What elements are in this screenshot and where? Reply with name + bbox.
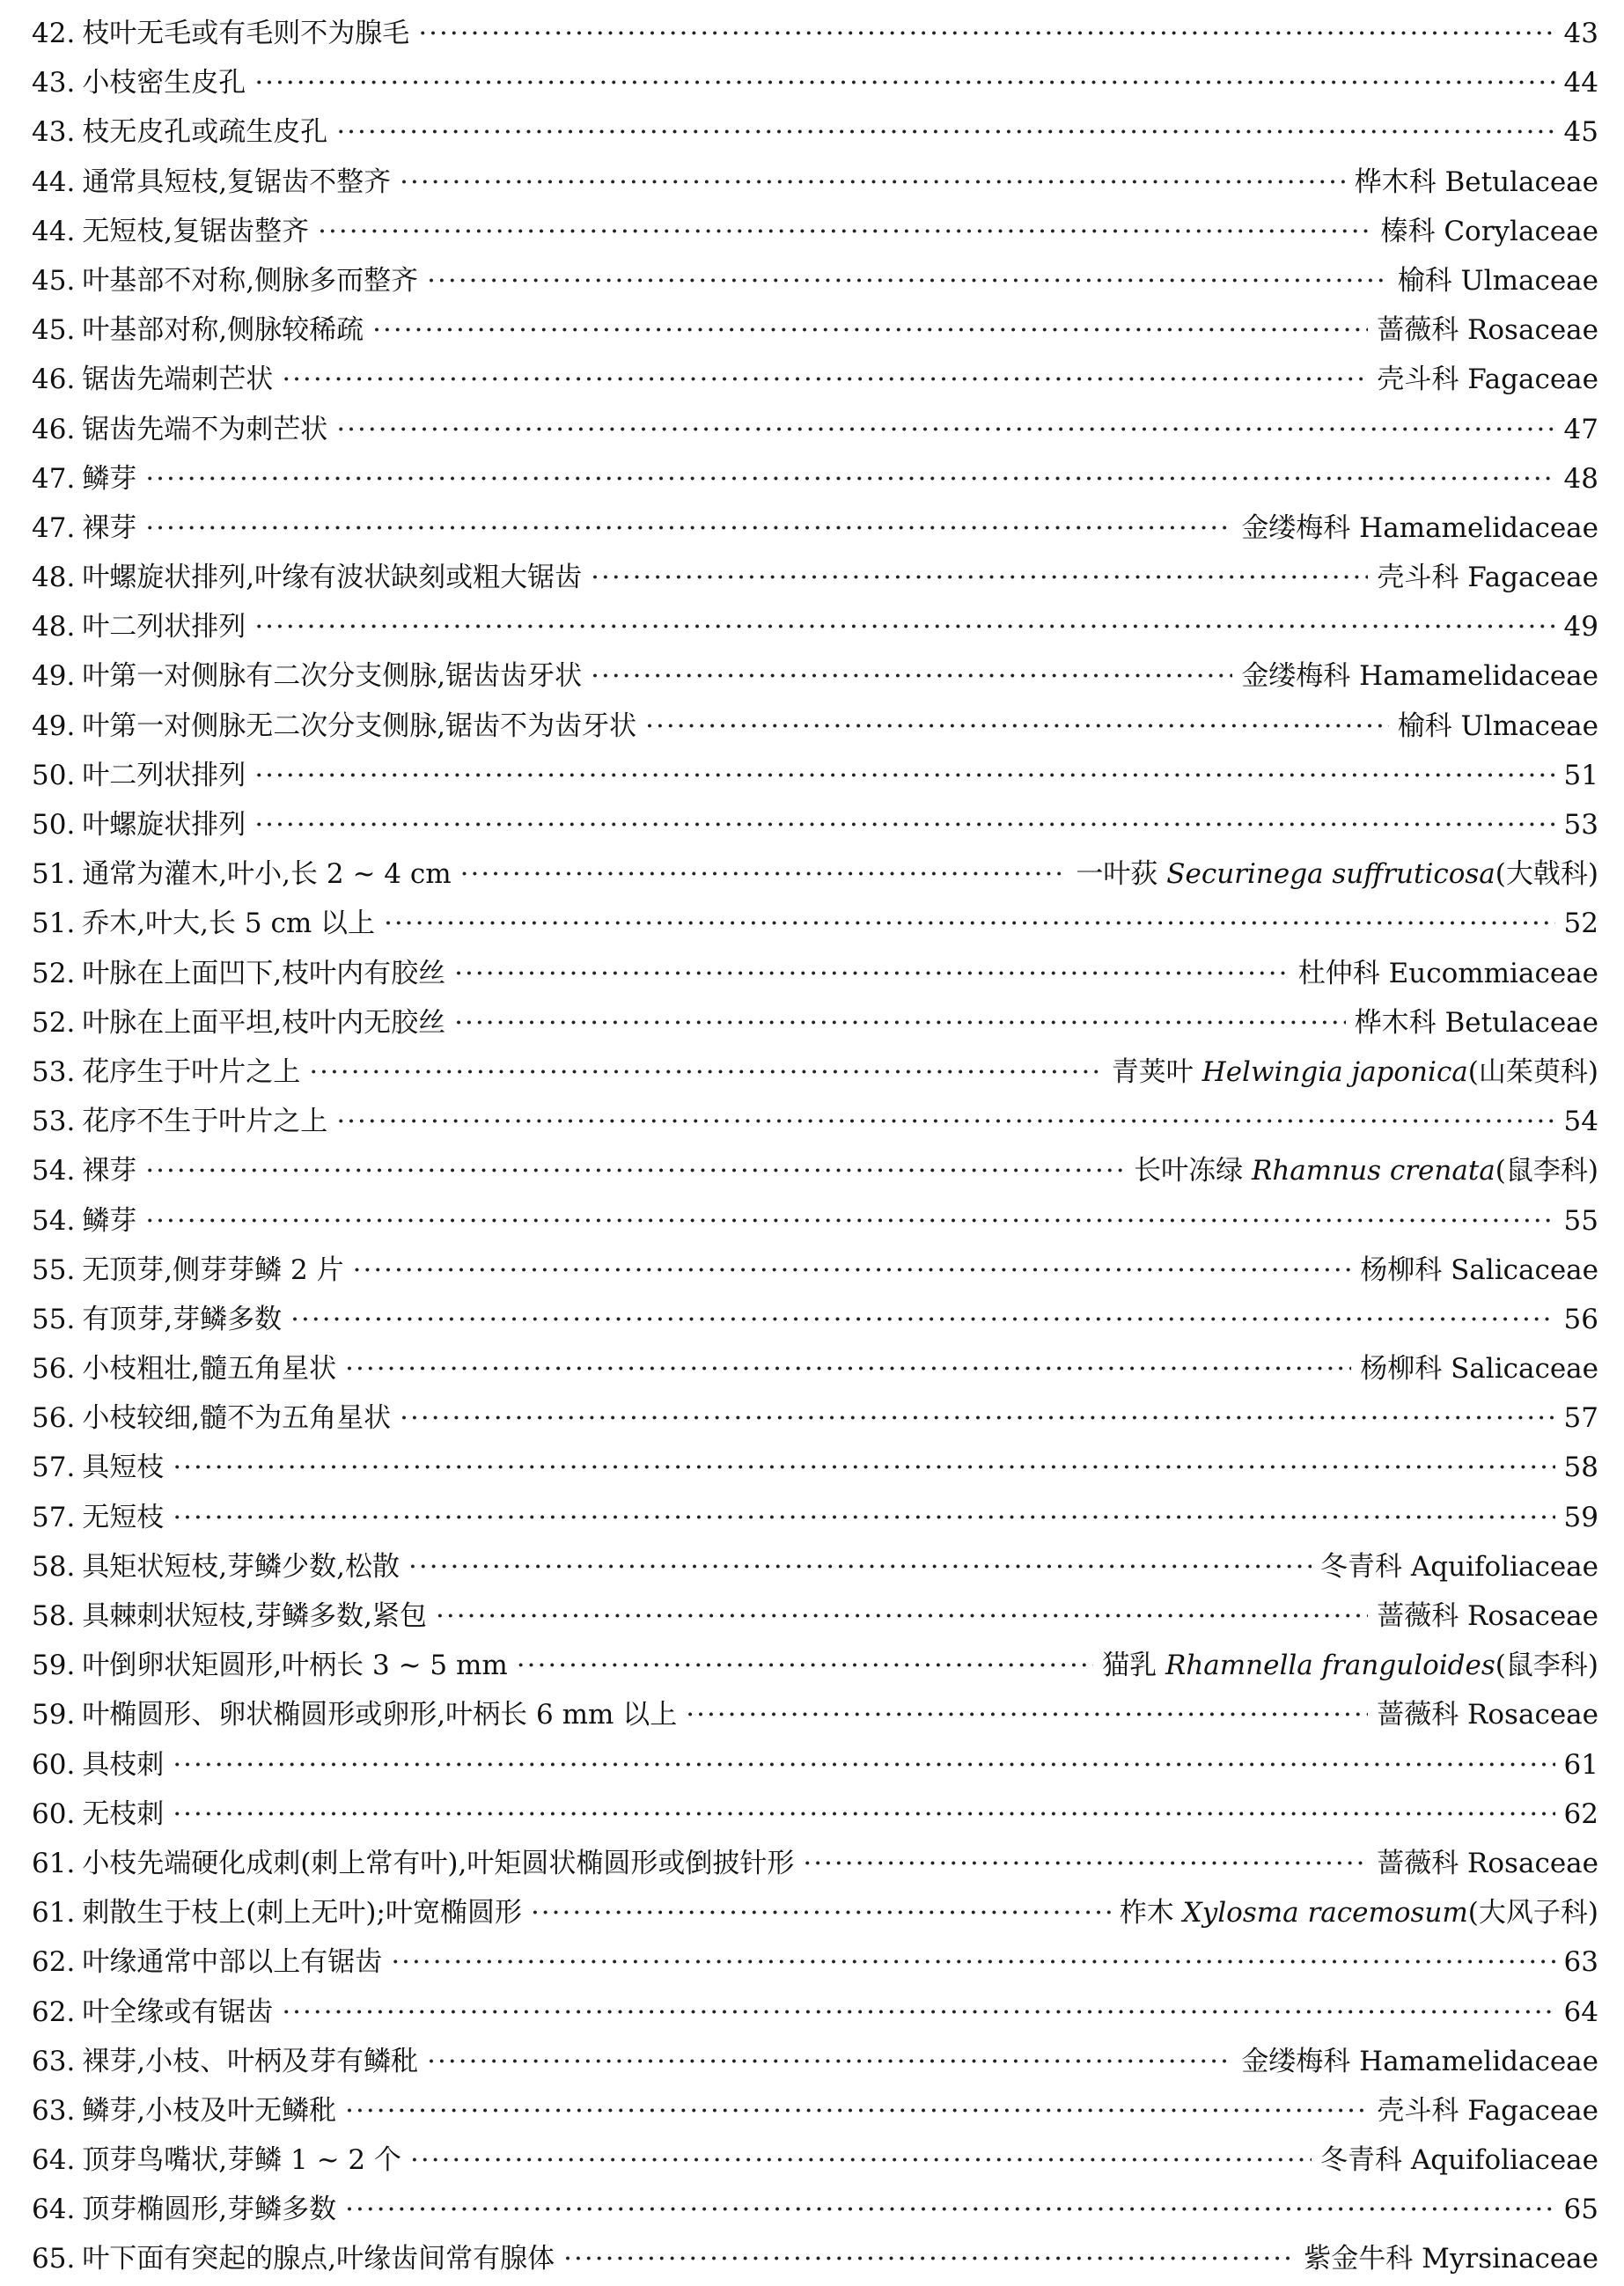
couplet-result — [1564, 1798, 1598, 1830]
couplet-result — [1134, 1148, 1598, 1187]
couplet-description: 小枝先端硬化成刺(刺上常有叶),叶矩圆状椭圆形或倒披针形 — [82, 1847, 795, 1879]
scientific-name: Rhamnella franguloides — [1165, 1650, 1495, 1682]
couplet-number: 64. — [32, 2144, 76, 2177]
dot-leader — [254, 611, 1554, 643]
result-text: 52 — [1563, 908, 1598, 940]
couplet-number: 54. — [32, 1204, 76, 1237]
result-text: 蔷薇科 Rosaceae — [1377, 314, 1598, 347]
couplet-number: 55. — [32, 1253, 76, 1286]
couplet-result — [1355, 1000, 1598, 1040]
couplet-number: 57. — [32, 1452, 76, 1484]
dot-leader — [173, 1798, 1554, 1830]
result-text: 金缕梅科 Hamamelidaceae — [1241, 511, 1598, 544]
dot-leader — [591, 660, 1232, 692]
result-text: 杨柳科 Salicaceae — [1360, 1353, 1598, 1386]
key-entry — [32, 1395, 1598, 1444]
couplet-description: 具棘刺状短枝,芽鳞多数,紧包 — [82, 1600, 428, 1632]
key-entry — [32, 1890, 1598, 1939]
couplet-number: 46. — [32, 364, 76, 396]
key-entry — [32, 2187, 1598, 2236]
dot-leader — [427, 265, 1389, 297]
dot-leader — [145, 1205, 1554, 1237]
couplet-result — [1564, 463, 1598, 495]
dot-leader — [345, 2095, 1368, 2127]
result-text: 冬青科 Aquifoliaceae — [1320, 2144, 1598, 2177]
result-text: 45 — [1563, 116, 1598, 149]
dot-leader — [408, 1551, 1312, 1583]
couplet-description: 叶缘通常中部以上有锯齿 — [82, 1946, 383, 1979]
result-text: 一叶荻 — [1076, 858, 1167, 891]
couplet-number: 63. — [32, 2045, 76, 2077]
couplet-description: 花序生于叶片之上 — [82, 1055, 301, 1088]
couplet-number: 62. — [32, 1996, 76, 2028]
couplet-description: 叶下面有突起的腺点,叶缘齿间常有腺体 — [82, 2243, 555, 2275]
couplet-number: 48. — [32, 611, 76, 643]
couplet-number: 60. — [32, 1797, 76, 1830]
couplet-number: 53. — [32, 1055, 76, 1088]
couplet-result — [1380, 209, 1598, 248]
couplet-result — [1564, 611, 1598, 643]
result-text: 桦木科 Betulaceae — [1354, 165, 1598, 198]
result-text: 蔷薇科 Rosaceae — [1377, 1600, 1598, 1632]
couplet-number: 61. — [32, 1897, 76, 1930]
dot-leader — [282, 1996, 1554, 2028]
couplet-result — [1102, 1643, 1598, 1682]
couplet-result — [1377, 1593, 1598, 1633]
dot-leader — [645, 710, 1389, 742]
couplet-description: 裸芽 — [82, 511, 137, 544]
key-entry — [32, 60, 1598, 109]
couplet-number: 43. — [32, 67, 76, 99]
key-entry — [32, 1247, 1598, 1297]
couplet-number: 44. — [32, 215, 76, 247]
couplet-description: 叶基部不对称,侧脉多而整齐 — [82, 264, 419, 297]
dot-leader — [254, 67, 1554, 99]
identification-key — [32, 11, 1598, 2286]
key-entry — [32, 951, 1598, 1000]
couplet-result — [1377, 1692, 1598, 1731]
couplet-result — [1564, 1402, 1598, 1434]
couplet-result — [1355, 159, 1598, 199]
result-text: 47 — [1563, 413, 1598, 445]
result-text: 柞木 — [1119, 1897, 1183, 1930]
family-note: (鼠李科) — [1495, 1155, 1598, 1187]
dot-leader — [282, 364, 1368, 395]
key-entry — [32, 1939, 1598, 1988]
couplet-number: 52. — [32, 1006, 76, 1039]
couplet-number: 50. — [32, 809, 76, 841]
couplet-description: 叶全缘或有锯齿 — [82, 1996, 274, 2028]
couplet-description: 鳞芽 — [82, 1204, 137, 1237]
couplet-number: 49. — [32, 709, 76, 742]
couplet-description: 小枝密生皮孔 — [82, 67, 246, 99]
couplet-result — [1398, 703, 1598, 743]
couplet-number: 64. — [32, 2194, 76, 2226]
key-entry — [32, 703, 1598, 753]
dot-leader — [517, 1650, 1093, 1681]
couplet-result — [1564, 1502, 1598, 1533]
key-entry — [32, 2236, 1598, 2285]
key-entry — [32, 1049, 1598, 1099]
result-text: 蔷薇科 Rosaceae — [1377, 1699, 1598, 1731]
couplet-number: 57. — [32, 1501, 76, 1533]
couplet-description: 叶脉在上面凹下,枝叶内有胶丝 — [82, 957, 446, 989]
couplet-description: 锯齿先端不为刺芒状 — [82, 413, 328, 445]
dot-leader — [400, 166, 1345, 198]
family-note: (鼠李科) — [1495, 1650, 1598, 1682]
key-entry — [32, 1692, 1598, 1741]
couplet-description: 小枝较细,髓不为五角星状 — [82, 1402, 392, 1435]
couplet-number: 58. — [32, 1600, 76, 1632]
couplet-result — [1564, 1996, 1598, 2028]
scientific-name: Rhamnus crenata — [1252, 1155, 1495, 1187]
couplet-result — [1564, 1946, 1598, 1978]
key-entry — [32, 604, 1598, 653]
couplet-result — [1298, 951, 1598, 990]
couplet-result — [1564, 2194, 1598, 2225]
couplet-result — [1564, 1304, 1598, 1335]
couplet-result — [1360, 1346, 1598, 1386]
couplet-number: 43. — [32, 116, 76, 149]
couplet-number: 62. — [32, 1946, 76, 1979]
result-text: 榆科 Ulmaceae — [1397, 264, 1598, 297]
dot-leader — [318, 216, 1371, 247]
couplet-number: 56. — [32, 1402, 76, 1435]
couplet-result — [1564, 67, 1598, 99]
couplet-number: 53. — [32, 1106, 76, 1138]
couplet-number: 50. — [32, 759, 76, 791]
key-entry — [32, 1000, 1598, 1049]
key-entry — [32, 109, 1598, 158]
key-entry — [32, 407, 1598, 456]
couplet-result — [1320, 1544, 1598, 1584]
couplet-result — [1398, 258, 1598, 298]
result-text: 紫金牛科 Myrsinaceae — [1304, 2243, 1598, 2275]
couplet-result — [1241, 2039, 1598, 2078]
couplet-result — [1320, 2137, 1598, 2177]
key-entry — [32, 851, 1598, 900]
couplet-description: 鳞芽 — [82, 462, 137, 495]
dot-leader — [145, 463, 1554, 495]
dot-leader — [145, 1155, 1125, 1187]
result-text: 榛科 Corylaceae — [1380, 215, 1598, 247]
couplet-description: 叶二列状排列 — [82, 759, 246, 791]
dot-leader — [372, 314, 1368, 346]
couplet-result — [1377, 307, 1598, 347]
result-text: 56 — [1563, 1303, 1598, 1335]
couplet-description: 裸芽 — [82, 1155, 137, 1187]
dot-leader — [418, 18, 1554, 49]
result-text: 59 — [1563, 1501, 1598, 1533]
couplet-number: 63. — [32, 2094, 76, 2127]
result-text: 冬青科 Aquifoliaceae — [1320, 1550, 1598, 1583]
dot-leader — [173, 1502, 1554, 1533]
couplet-number: 61. — [32, 1847, 76, 1879]
key-entry — [32, 1346, 1598, 1395]
couplet-description: 无枝刺 — [82, 1797, 165, 1830]
couplet-result — [1241, 653, 1598, 693]
dot-leader — [290, 1304, 1554, 1335]
key-entry — [32, 2088, 1598, 2137]
result-text: 57 — [1563, 1402, 1598, 1435]
couplet-number: 55. — [32, 1303, 76, 1335]
key-entry — [32, 1099, 1598, 1148]
dot-leader — [591, 562, 1368, 593]
couplet-number: 47. — [32, 462, 76, 495]
result-text: 48 — [1563, 462, 1598, 495]
result-text: 蔷薇科 Rosaceae — [1377, 1847, 1598, 1879]
couplet-description: 叶第一对侧脉无二次分支侧脉,锯齿不为齿牙状 — [82, 709, 637, 742]
dot-leader — [427, 2046, 1232, 2077]
key-entry — [32, 159, 1598, 209]
couplet-number: 51. — [32, 858, 76, 891]
key-entry — [32, 1841, 1598, 1890]
result-text: 猫乳 — [1102, 1650, 1165, 1682]
result-text: 壳斗科 Fagaceae — [1377, 2094, 1598, 2127]
couplet-number: 51. — [32, 908, 76, 940]
dot-leader — [454, 958, 1290, 989]
result-text: 54 — [1563, 1106, 1598, 1138]
couplet-result — [1377, 2088, 1598, 2128]
key-entry — [32, 1198, 1598, 1247]
couplet-description: 乔木,叶大,长 5 cm 以上 — [82, 908, 376, 940]
couplet-result — [1564, 1452, 1598, 1483]
dot-leader — [336, 1106, 1554, 1137]
couplet-result — [1360, 1247, 1598, 1287]
couplet-result — [1564, 760, 1598, 791]
couplet-description: 叶基部对称,侧脉较稀疏 — [82, 314, 364, 347]
couplet-number: 59. — [32, 1699, 76, 1731]
couplet-description: 枝叶无毛或有毛则不为腺毛 — [82, 18, 410, 49]
couplet-result — [1377, 555, 1598, 594]
couplet-number: 58. — [32, 1550, 76, 1583]
result-text: 43 — [1563, 18, 1598, 49]
couplet-result — [1564, 1205, 1598, 1237]
couplet-result — [1564, 1749, 1598, 1781]
couplet-description: 叶脉在上面平坦,枝叶内无胶丝 — [82, 1006, 446, 1039]
couplet-number: 59. — [32, 1650, 76, 1682]
key-entry — [32, 802, 1598, 851]
dot-leader — [410, 2144, 1312, 2176]
couplet-description: 无短枝,复锯齿整齐 — [82, 215, 310, 247]
couplet-description: 通常具短枝,复锯齿不整齐 — [82, 165, 392, 198]
dot-leader — [384, 908, 1554, 939]
couplet-description: 叶倒卵状矩圆形,叶柄长 3 ~ 5 mm — [82, 1650, 508, 1682]
couplet-description: 无短枝 — [82, 1501, 165, 1533]
couplet-description: 叶螺旋状排列 — [82, 809, 246, 841]
couplet-result — [1241, 505, 1598, 545]
key-entry — [32, 555, 1598, 604]
result-text: 65 — [1563, 2194, 1598, 2226]
couplet-number: 45. — [32, 314, 76, 347]
result-text: 长叶冻绿 — [1134, 1155, 1252, 1187]
dot-leader — [254, 809, 1554, 841]
couplet-number: 56. — [32, 1353, 76, 1386]
couplet-description: 具短枝 — [82, 1452, 165, 1484]
result-text: 壳斗科 Fagaceae — [1377, 364, 1598, 396]
scientific-name: Xylosma racemosum — [1182, 1897, 1468, 1930]
result-text: 61 — [1563, 1748, 1598, 1781]
couplet-number: 60. — [32, 1748, 76, 1781]
dot-leader — [309, 1056, 1102, 1088]
couplet-result — [1564, 116, 1598, 148]
couplet-description: 枝无皮孔或疏生皮孔 — [82, 116, 328, 149]
couplet-description: 小枝粗壮,髓五角星状 — [82, 1353, 337, 1386]
couplet-result — [1377, 356, 1598, 396]
dot-leader — [353, 1254, 1352, 1286]
dot-leader — [345, 2194, 1554, 2225]
couplet-description: 叶二列状排列 — [82, 611, 246, 643]
dot-leader — [336, 414, 1554, 445]
key-entry — [32, 1444, 1598, 1494]
dot-leader — [563, 2243, 1295, 2275]
result-text: 58 — [1563, 1452, 1598, 1484]
result-text: 杜仲科 Eucommiaceae — [1297, 957, 1598, 989]
couplet-description: 具矩状短枝,芽鳞少数,松散 — [82, 1550, 400, 1583]
result-text: 44 — [1563, 67, 1598, 99]
key-entry — [32, 11, 1598, 60]
couplet-result — [1076, 851, 1598, 891]
key-entry — [32, 1593, 1598, 1643]
key-entry — [32, 1989, 1598, 2039]
result-text: 53 — [1563, 809, 1598, 841]
result-text: 49 — [1563, 611, 1598, 643]
couplet-number: 65. — [32, 2243, 76, 2275]
couplet-description: 刺散生于枝上(刺上无叶);叶宽椭圆形 — [82, 1897, 522, 1930]
dot-leader — [145, 512, 1232, 544]
couplet-description: 具枝刺 — [82, 1748, 165, 1781]
couplet-description: 锯齿先端刺芒状 — [82, 364, 274, 396]
dot-leader — [460, 858, 1068, 890]
couplet-number: 46. — [32, 413, 76, 445]
couplet-description: 叶螺旋状排列,叶缘有波状缺刻或粗大锯齿 — [82, 562, 583, 594]
result-text: 62 — [1563, 1797, 1598, 1830]
couplet-number: 44. — [32, 165, 76, 198]
couplet-description: 花序不生于叶片之上 — [82, 1106, 328, 1138]
result-text: 杨柳科 Salicaceae — [1360, 1253, 1598, 1286]
key-entry — [32, 900, 1598, 950]
dot-leader — [436, 1600, 1368, 1632]
dot-leader — [454, 1007, 1345, 1039]
dot-leader — [345, 1353, 1351, 1385]
key-entry — [32, 1297, 1598, 1346]
key-entry — [32, 1791, 1598, 1841]
key-entry — [32, 1148, 1598, 1197]
family-note: (大戟科) — [1495, 858, 1598, 891]
dot-leader — [803, 1848, 1368, 1879]
dot-leader — [391, 1946, 1554, 1978]
couplet-number: 47. — [32, 511, 76, 544]
result-text: 金缕梅科 Hamamelidaceae — [1241, 660, 1598, 693]
family-note: (大风子科) — [1467, 1897, 1598, 1930]
result-text: 51 — [1563, 759, 1598, 791]
dot-leader — [400, 1402, 1554, 1434]
couplet-description: 无顶芽,侧芽芽鳞 2 片 — [82, 1253, 344, 1286]
scientific-name: Securinega suffruticosa — [1166, 858, 1495, 891]
couplet-number: 42. — [32, 18, 76, 49]
result-text: 64 — [1563, 1996, 1598, 2028]
dot-leader — [336, 116, 1554, 148]
couplet-number: 45. — [32, 264, 76, 297]
key-entry — [32, 356, 1598, 406]
key-entry — [32, 1742, 1598, 1791]
dot-leader — [686, 1699, 1368, 1731]
key-entry — [32, 307, 1598, 356]
dot-leader — [254, 760, 1554, 791]
key-entry — [32, 1643, 1598, 1692]
couplet-result — [1564, 908, 1598, 939]
key-entry — [32, 1495, 1598, 1544]
couplet-result — [1377, 1841, 1598, 1880]
couplet-result — [1120, 1890, 1598, 1930]
couplet-result — [1564, 414, 1598, 445]
couplet-result — [1564, 18, 1598, 49]
couplet-result — [1112, 1049, 1598, 1089]
couplet-description: 有顶芽,芽鳞多数 — [82, 1303, 283, 1335]
couplet-description: 叶椭圆形、卵状椭圆形或卵形,叶柄长 6 mm 以上 — [82, 1699, 678, 1731]
couplet-description: 顶芽鸟嘴状,芽鳞 1 ~ 2 个 — [82, 2144, 402, 2177]
key-entry — [32, 209, 1598, 258]
couplet-number: 49. — [32, 660, 76, 693]
result-text: 55 — [1563, 1204, 1598, 1237]
dot-leader — [173, 1749, 1554, 1781]
couplet-description: 鳞芽,小枝及叶无鳞秕 — [82, 2094, 337, 2127]
result-text: 63 — [1563, 1946, 1598, 1979]
couplet-number: 48. — [32, 562, 76, 594]
couplet-description: 通常为灌木,叶小,长 2 ~ 4 cm — [82, 858, 452, 891]
couplet-result — [1564, 1106, 1598, 1137]
key-entry — [32, 258, 1598, 307]
couplet-description: 顶芽椭圆形,芽鳞多数 — [82, 2194, 337, 2226]
result-text: 榆科 Ulmaceae — [1397, 709, 1598, 742]
couplet-number: 52. — [32, 957, 76, 989]
key-entry — [32, 2039, 1598, 2088]
dot-leader — [531, 1897, 1111, 1929]
result-text: 金缕梅科 Hamamelidaceae — [1241, 2045, 1598, 2077]
couplet-description: 叶第一对侧脉有二次分支侧脉,锯齿齿牙状 — [82, 660, 583, 693]
scientific-name: Helwingia japonica — [1201, 1055, 1468, 1088]
key-entry — [32, 505, 1598, 555]
dot-leader — [173, 1452, 1554, 1483]
couplet-number: 54. — [32, 1155, 76, 1187]
key-entry — [32, 2137, 1598, 2187]
key-entry — [32, 456, 1598, 505]
key-entry — [32, 753, 1598, 802]
key-entry — [32, 653, 1598, 702]
couplet-result — [1304, 2236, 1598, 2275]
key-entry — [32, 1544, 1598, 1593]
result-text: 壳斗科 Fagaceae — [1377, 562, 1598, 594]
result-text: 桦木科 Betulaceae — [1354, 1006, 1598, 1039]
family-note: (山茱萸科) — [1467, 1055, 1598, 1088]
couplet-result — [1564, 809, 1598, 841]
couplet-description: 裸芽,小枝、叶柄及芽有鳞秕 — [82, 2045, 419, 2077]
result-text: 青荚叶 — [1111, 1055, 1202, 1088]
